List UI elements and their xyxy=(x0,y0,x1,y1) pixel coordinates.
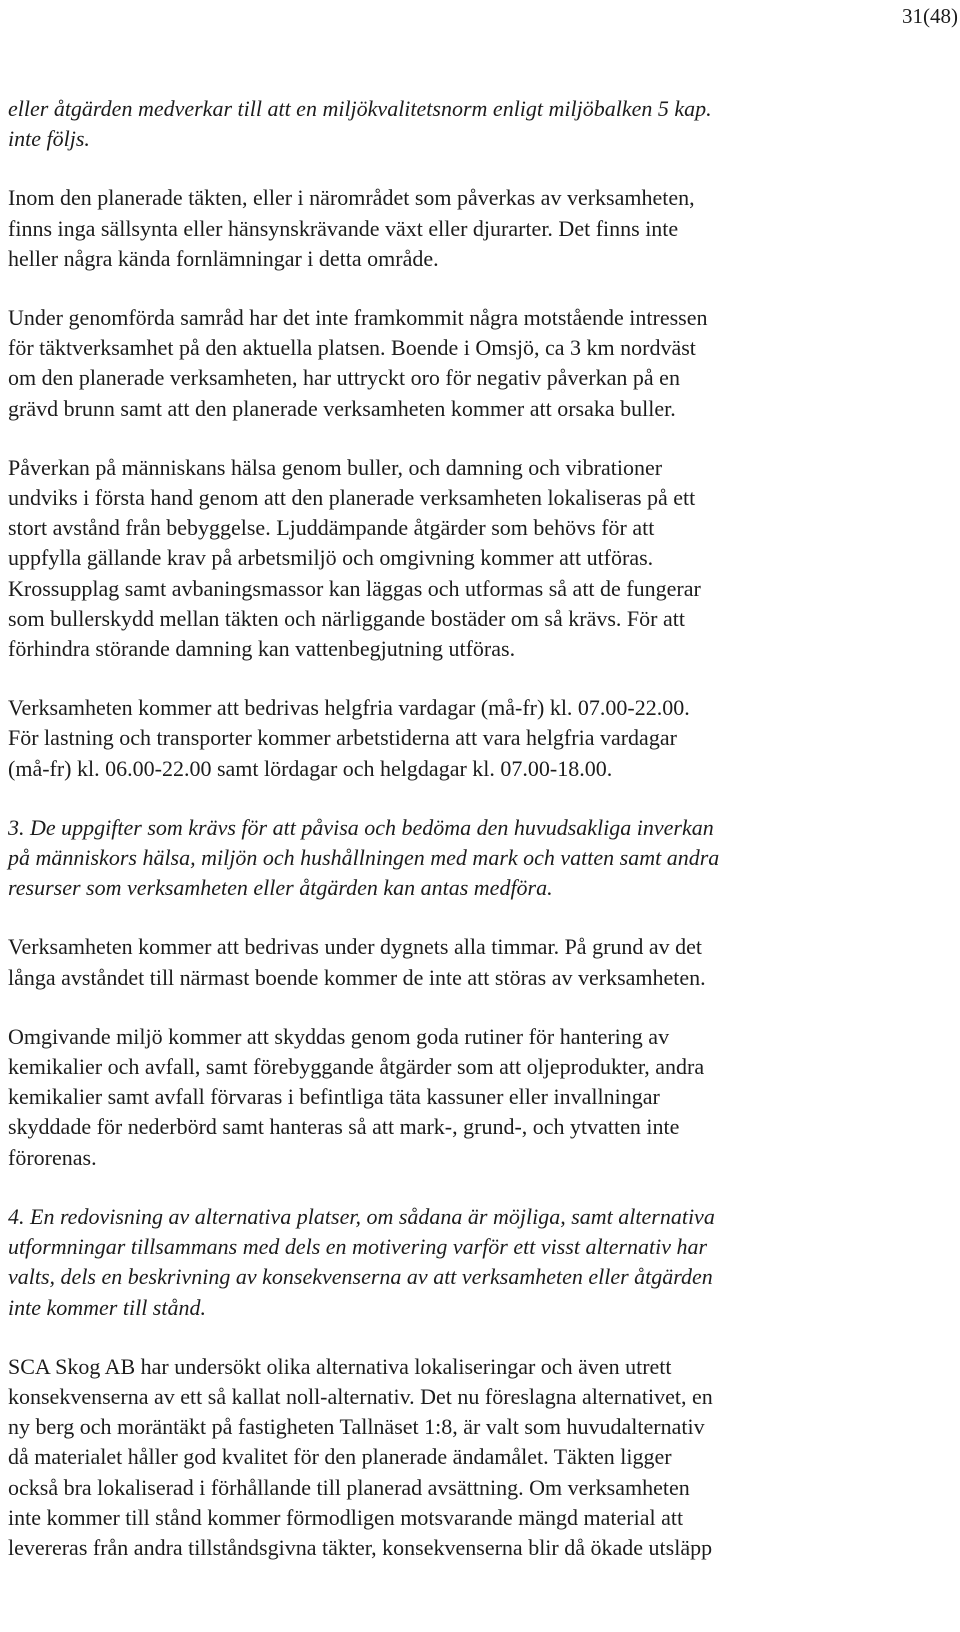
text-line: heller några kända fornlämningar i detta område. xyxy=(8,245,439,271)
text-line: om den planerade verksamheten, har uttryckt oro för negativ påverkan på en xyxy=(8,365,680,391)
text-line: Verksamheten kommer att bedrivas helgfria vardagar (må-fr) kl. 07.00-22.00. xyxy=(8,695,690,721)
text-line: inte följs. xyxy=(8,126,90,152)
text-line: kemikalier och avfall, samt förebyggande åtgärder som att oljeprodukter, andra xyxy=(8,1054,705,1080)
text-line: Krossupplag samt avbaningsmassor kan läggas och utformas så att de fungerar xyxy=(8,575,701,601)
document-body xyxy=(8,94,956,1592)
text-line: SCA Skog AB har undersökt olika alternativa lokaliseringar och även utrett xyxy=(8,1353,672,1379)
text-line: (må-fr) kl. 06.00-22.00 samt lördagar och helgdagar kl. 07.00-18.00. xyxy=(8,755,613,781)
section-heading-4 xyxy=(8,1202,956,1323)
text-line: levereras från andra tillståndsgivna täkter, konsekvenserna blir då ökade utsläpp xyxy=(8,1534,713,1560)
page-number: 31(48) xyxy=(902,4,958,28)
text-line: Verksamheten kommer att bedrivas under dygnets alla timmar. På grund av det xyxy=(8,934,703,960)
text-line: utformningar tillsammans med dels en motivering varför ett visst alternativ har xyxy=(8,1234,708,1260)
text-line: 3. De uppgifter som krävs för att påvisa och bedöma den huvudsakliga inverkan xyxy=(8,814,714,840)
text-line: för täktverksamhet på den aktuella platsen. Boende i Omsjö, ca 3 km nordväst xyxy=(8,335,696,361)
paragraph xyxy=(8,693,956,784)
paragraph xyxy=(8,1352,956,1563)
paragraph xyxy=(8,303,956,424)
text-line: Inom den planerade täkten, eller i närområdet som påverkas av verksamheten, xyxy=(8,185,695,211)
text-line: stort avstånd från bebyggelse. Ljuddämpande åtgärder som behövs för att xyxy=(8,515,655,541)
text-line: också bra lokaliserad i förhållande till planerad avsättning. Om verksamheten xyxy=(8,1474,690,1500)
text-line: För lastning och transporter kommer arbetstiderna att vara helgfria vardagar xyxy=(8,725,677,751)
text-line: förhindra störande damning kan vattenbegjutning utföras. xyxy=(8,636,516,662)
paragraph xyxy=(8,1022,956,1173)
text-line: Omgivande miljö kommer att skyddas genom goda rutiner för hantering av xyxy=(8,1023,670,1049)
paragraph xyxy=(8,453,956,664)
text-line: kemikalier samt avfall förvaras i befintliga täta kassuner eller invallningar xyxy=(8,1084,660,1110)
section-heading-3 xyxy=(8,813,956,904)
text-line: konsekvenserna av ett så kallat noll-alternativ. Det nu föreslagna alternativet, en xyxy=(8,1383,713,1409)
text-line: uppfylla gällande krav på arbetsmiljö och omgivning kommer att utföras. xyxy=(8,545,654,571)
text-line: förorenas. xyxy=(8,1144,97,1170)
text-line: ny berg och moräntäkt på fastigheten Tallnäset 1:8, är valt som huvudalternativ xyxy=(8,1414,705,1440)
text-line: eller åtgärden medverkar till att en miljökvalitetsnorm enligt miljöbalken 5 kap. xyxy=(8,96,712,121)
text-line: skyddade för nederbörd samt hanteras så att mark-, grund-, och ytvatten inte xyxy=(8,1114,680,1140)
text-line: undviks i första hand genom att den planerade verksamheten lokaliseras på ett xyxy=(8,485,696,511)
text-line: inte kommer till stånd. xyxy=(8,1294,206,1320)
paragraph-italic-continuation xyxy=(8,94,956,154)
paragraph xyxy=(8,183,956,274)
text-line: inte kommer till stånd kommer förmodligen motsvarande mängd material att xyxy=(8,1504,684,1530)
text-line: långa avståndet till närmast boende kommer de inte att störas av verksamheten. xyxy=(8,964,706,990)
text-line: på människors hälsa, miljön och hushållningen med mark och vatten samt andra xyxy=(8,845,720,871)
paragraph xyxy=(8,932,956,992)
text-line: grävd brunn samt att den planerade verksamheten kommer att orsaka buller. xyxy=(8,395,676,421)
text-line: 4. En redovisning av alternativa platser, om sådana är möjliga, samt alternativa xyxy=(8,1203,715,1229)
text-line: Påverkan på människans hälsa genom buller, och damning och vibrationer xyxy=(8,454,663,480)
text-line: som bullerskydd mellan täkten och närliggande bostäder om så krävs. För att xyxy=(8,605,685,631)
text-line: finns inga sällsynta eller hänsynskrävande växt eller djurarter. Det finns inte xyxy=(8,215,679,241)
text-line: resurser som verksamheten eller åtgärden kan antas medföra. xyxy=(8,875,553,901)
text-line: då materialet håller god kvalitet för den planerade ändamålet. Täkten ligger xyxy=(8,1444,672,1470)
text-line: Under genomförda samråd har det inte framkommit några motstående intressen xyxy=(8,305,708,331)
text-line: valts, dels en beskrivning av konsekvenserna av att verksamheten eller åtgärden xyxy=(8,1264,713,1290)
